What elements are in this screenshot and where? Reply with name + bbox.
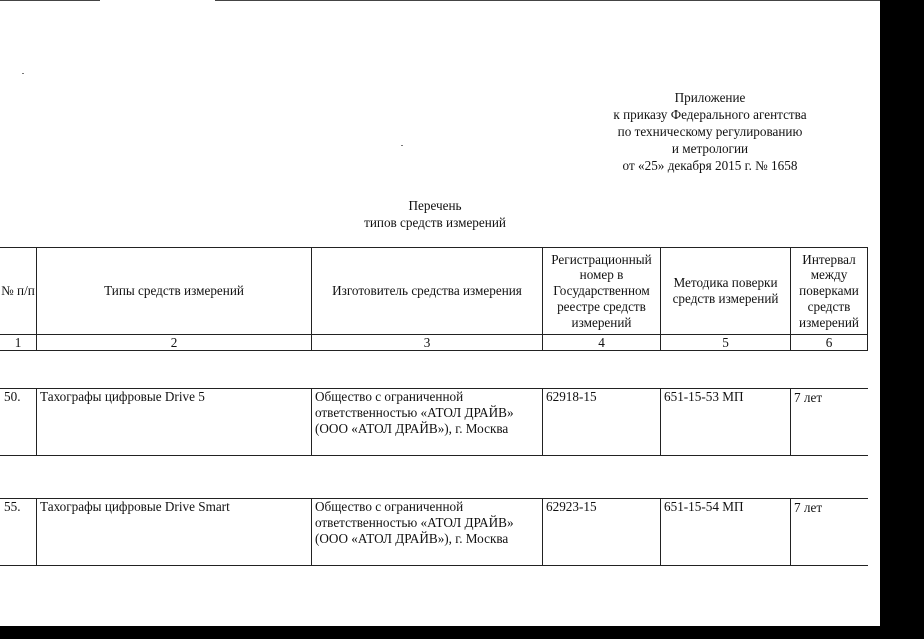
- header-registration: Регистрационный номер в Государственном реестре средств измерений: [551, 251, 652, 330]
- scan-speck: [22, 73, 24, 74]
- instrument-type: Тахографы цифровые Drive 5: [40, 389, 205, 404]
- appendix-line-1: Приложение: [674, 90, 746, 105]
- column-number: 6: [825, 335, 833, 350]
- verification-interval: 7 лет: [794, 500, 823, 515]
- column-number: 5: [722, 335, 729, 350]
- list-title-line-1: Перечень: [408, 198, 462, 213]
- column-number: 4: [598, 335, 605, 350]
- registration-number: 62923-15: [546, 499, 597, 514]
- table-rule: [0, 565, 868, 566]
- verification-interval: 7 лет: [794, 390, 823, 405]
- column-number: 2: [170, 335, 178, 350]
- appendix-line-3: по техническому регулированию: [617, 124, 803, 139]
- header-interval: Интервал между поверками средств измерений: [799, 251, 859, 330]
- registration-number: 62918-15: [546, 389, 597, 404]
- header-num: № п/п: [1, 283, 35, 299]
- appendix-header: [560, 89, 860, 174]
- measuring-instruments-table: [0, 247, 868, 567]
- row-number: 50.: [4, 389, 21, 404]
- column-number: 3: [423, 335, 431, 350]
- list-title-line-2: типов средств измерений: [364, 215, 506, 230]
- appendix-line-2: к приказу Федерального агентства: [613, 107, 807, 122]
- scan-edge-line-left: [0, 0, 100, 1]
- scan-speck: [401, 145, 403, 146]
- table-rule: [0, 455, 868, 456]
- list-title: [300, 197, 570, 231]
- scan-edge-line-right: [215, 0, 880, 1]
- table-rule: [867, 247, 868, 351]
- column-number: 1: [14, 335, 22, 350]
- instrument-type: Тахографы цифровые Drive Smart: [40, 499, 230, 514]
- table-rule: [0, 350, 868, 351]
- manufacturer: Общество с ограниченной ответственностью «АТОЛ ДРАЙВ» (ООО «АТОЛ ДРАЙВ»), г. Москва: [315, 389, 514, 436]
- appendix-line-4: и метрологии: [671, 141, 749, 156]
- verification-method: 651-15-53 МП: [664, 389, 744, 404]
- row-number: 55.: [4, 499, 21, 514]
- header-method: Методика поверки средств измерений: [672, 275, 779, 306]
- appendix-line-5: от «25» декабря 2015 г. № 1658: [622, 158, 798, 173]
- header-maker: Изготовитель средства измерения: [332, 283, 522, 299]
- header-type: Типы средств измерений: [104, 283, 244, 299]
- verification-method: 651-15-54 МП: [664, 499, 744, 514]
- manufacturer: Общество с ограниченной ответственностью «АТОЛ ДРАЙВ» (ООО «АТОЛ ДРАЙВ»), г. Москва: [315, 499, 514, 546]
